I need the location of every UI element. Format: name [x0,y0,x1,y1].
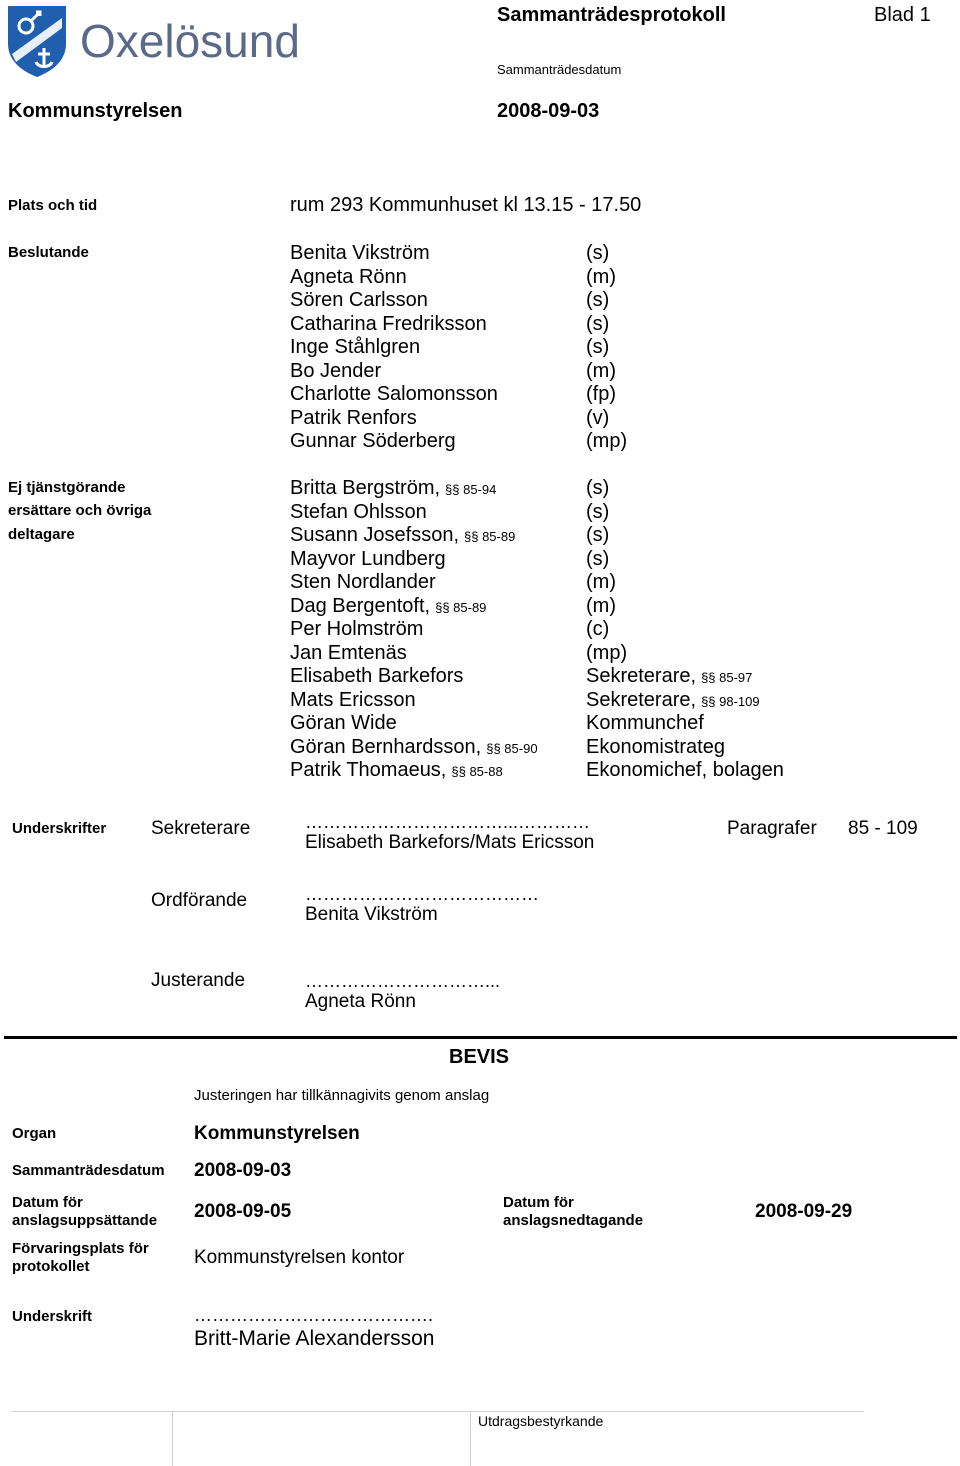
participant-entry [290,500,427,524]
deciding-member-name: Gunnar Söderberg [290,430,456,452]
proof-date-label: Sammanträdesdatum [12,1162,165,1179]
proof-title: BEVIS [449,1046,510,1068]
participant-entry [290,594,486,618]
others-label-line1: Ej tjänstgörande [8,479,126,496]
chair-signature-line: ………………………………… [305,884,539,904]
participant-entry [290,523,515,547]
organ-label: Organ [12,1125,57,1142]
deciding-member-name: Bo Jender [290,359,382,382]
signature-line: …………………………………. [194,1305,434,1325]
participant-paragraphs: §§ 85-89 [464,529,516,544]
participant-name: Sten Nordlander [290,571,436,593]
footer-divider-left [172,1411,173,1466]
participant-name: Mats Ericsson [290,688,416,711]
signature-name: Britt-Marie Alexandersson [194,1327,435,1350]
participant-paragraphs: §§ 85-89 [435,599,487,615]
participant-role-entry [586,664,752,688]
participant-role-entry [586,500,609,524]
participant-role: Ekonomistrateg [586,735,725,758]
deciding-member-name: Inge Ståhlgren [290,336,421,358]
signature-label: Underskrift [12,1308,93,1325]
posted-label-line1: Datum för [12,1194,83,1211]
participant-entry [290,758,503,782]
certified-label: Utdragsbestyrkande [478,1413,604,1429]
sheet-number: Blad 1 [874,4,931,26]
participant-role: (s) [586,524,610,546]
shield-anchor-icon [6,4,68,78]
participant-role-entry [586,688,760,712]
deciding-member-party: (m) [586,359,616,382]
participant-role: (m) [586,594,616,617]
deciding-member-party: (s) [586,242,610,264]
participant-paragraphs: §§ 85-94 [445,482,497,497]
chair-label: Ordförande [151,890,248,911]
participant-entry [290,735,538,759]
participant-name: Göran Bernhardsson, [290,735,482,758]
others-label-line2: ersättare och övriga [8,502,152,519]
storage-label-line2: protokollet [12,1258,90,1275]
deciding-member-name: Sören Carlsson [290,289,428,311]
participant-role-entry [586,758,784,782]
paragraphs-value: 85 - 109 [848,818,918,839]
participant-paragraphs: §§ 85-90 [486,740,538,756]
participant-role: (mp) [586,641,628,664]
participant-name: Göran Wide [290,712,397,734]
deciding-member-name: Charlotte Salomonsson [290,383,498,405]
deciding-member-name: Benita Vikström [290,242,430,264]
participant-role: Sekreterare, [586,665,697,687]
removed-label-line2: anslagsnedtagande [503,1212,644,1229]
proof-note: Justeringen har tillkännagivits genom anslag [194,1087,490,1104]
participant-role: (s) [586,547,610,570]
participant-entry [290,711,397,735]
participant-entry [290,688,416,712]
posted-label-line2: anslagsuppsättande [12,1212,158,1229]
participant-role-entry [586,594,616,618]
participant-role: (s) [586,500,610,523]
participant-name: Mayvor Lundberg [290,547,446,570]
participant-entry [290,570,436,594]
deciding-member-party: (s) [586,289,610,311]
others-label-line3: deltagare [8,526,75,543]
participant-entry [290,547,446,571]
secretary-label: Sekreterare [151,818,251,839]
participant-name: Dag Bergentoft, [290,594,431,617]
place-value: rum 293 Kommunhuset kl 13.15 - 17.50 [290,194,642,216]
signatures-label: Underskrifter [12,820,107,837]
meeting-date: 2008-09-03 [497,100,600,122]
participant-role-entry [586,570,616,594]
participant-role-entry [586,617,609,641]
removed-value: 2008-09-29 [755,1201,853,1222]
participant-role: Sekreterare, [586,688,697,711]
removed-label-line1: Datum för [503,1194,574,1211]
deciding-member-party: (v) [586,406,610,429]
participant-role: Ekonomichef, bolagen [586,759,784,781]
participant-name: Elisabeth Barkefors [290,665,464,687]
adjuster-label: Justerande [151,970,246,991]
storage-value: Kommunstyrelsen kontor [194,1247,405,1268]
participant-role-entry [586,476,609,500]
deciding-label: Beslutande [8,244,89,261]
participant-name: Britta Bergström, [290,477,441,499]
paragraphs-label: Paragrafer [727,818,817,839]
deciding-member-party: (mp) [586,430,628,452]
adjuster-signature-line: …………………………... [305,971,501,991]
participant-entry [290,664,463,688]
participant-role: (c) [586,618,610,640]
participant-role: (m) [586,571,616,593]
participant-name: Per Holmström [290,618,424,640]
footer-rule [12,1411,864,1412]
participant-entry [290,476,496,500]
participant-role: (s) [586,477,610,499]
posted-value: 2008-09-05 [194,1201,292,1222]
adjuster-name: Agneta Rönn [305,991,416,1012]
participant-role-entry [586,711,704,735]
logo [6,4,336,78]
deciding-member-party: (fp) [586,383,616,405]
deciding-member-party: (s) [586,312,610,335]
participant-role: Kommunchef [586,712,704,734]
participant-entry [290,617,423,641]
deciding-member-party: (m) [586,265,616,288]
proof-date-value: 2008-09-03 [194,1160,292,1181]
deciding-member-name: Catharina Fredriksson [290,312,487,335]
participant-name: Jan Emtenäs [290,641,407,664]
participant-role-paragraphs: §§ 98-109 [701,693,760,709]
deciding-member-name: Agneta Rönn [290,265,407,288]
participant-role-entry [586,735,725,759]
participant-role-entry [586,523,609,547]
proof-divider [4,1036,957,1039]
logo-wordmark: Oxelösund [80,15,300,67]
participant-role-entry [586,547,609,571]
participant-entry [290,641,407,665]
chair-name: Benita Vikström [305,904,438,925]
deciding-member-party: (s) [586,336,610,358]
participant-name: Patrik Thomaeus, [290,759,447,781]
secretary-signature-line: ……………………………...………… [305,812,591,832]
footer-divider-mid [470,1411,471,1466]
secretary-name: Elisabeth Barkefors/Mats Ericsson [305,832,595,853]
storage-label-line1: Förvaringsplats för [12,1240,149,1257]
committee-name: Kommunstyrelsen [8,100,183,122]
organ-value: Kommunstyrelsen [194,1123,360,1144]
participant-role-entry [586,641,627,665]
document-type: Sammanträdesprotokoll [497,4,726,26]
place-label: Plats och tid [8,197,98,214]
participant-name: Stefan Ohlsson [290,500,427,523]
participant-role-paragraphs: §§ 85-97 [701,670,753,685]
deciding-member-name: Patrik Renfors [290,406,417,429]
participant-name: Susann Josefsson, [290,524,459,546]
date-caption: Sammanträdesdatum [497,62,622,77]
participant-paragraphs: §§ 85-88 [451,764,503,779]
